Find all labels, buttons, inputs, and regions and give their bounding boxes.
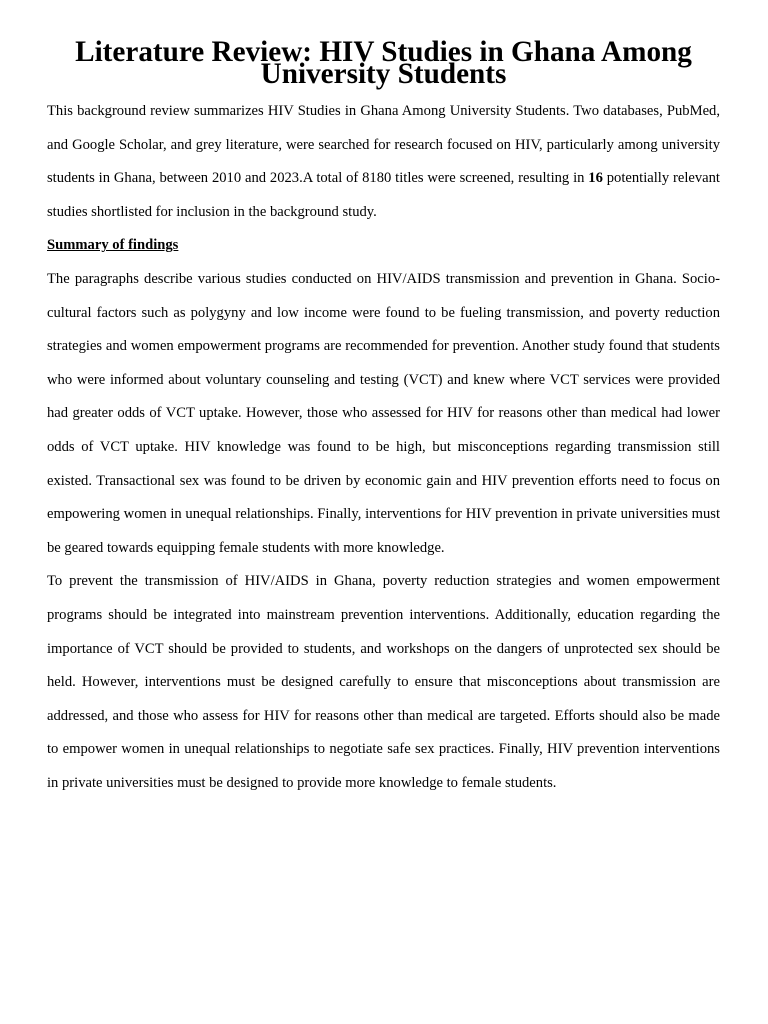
intro-paragraph (47, 95, 720, 229)
study-count: 16 (588, 170, 603, 187)
findings-paragraph: The paragraphs describe various studies conducted on HIV/AIDS transmission and prevention in Ghana. Socio-cultural factors such as polygyny and low income were found to be fueling transmission, and poverty reduction strategies and women empowerment programs are recommended for prevention. Another study found that students who were informed about voluntary counseling and testing (VCT) and knew where VCT services were provided had greater odds of VCT uptake. However, those who assessed for HIV for reasons other than medical had lower odds of VCT uptake. HIV knowledge was found to be high, but misconceptions regarding transmission still existed. Transactional sex was found to be driven by economic gain and HIV prevention efforts need to focus on empowering women in unequal relationships. Finally, interventions for HIV prevention in private universities must be geared towards equipping female students with more knowledge. (47, 270, 720, 556)
intro-text-start: This background review summarizes HIV Studies in Ghana Among University Students. Two databases, PubMed, and Google Scholar, and grey literature, were searched for research focused on HIV, particularly among university students in Ghana, between 2010 and 2023.A total of 8180 titles were screened, resulting in (47, 103, 720, 187)
recommendations-paragraph: To prevent the transmission of HIV/AIDS in Ghana, poverty reduction strategies and women empowerment programs should be integrated into mainstream prevention interventions. Additionally, education regarding the importance of VCT should be provided to students, and workshops on the dangers of unprotected sex should be held. However, interventions must be designed carefully to ensure that misconceptions about transmission are addressed, and those who assess for HIV for reasons other than medical are targeted. Efforts should also be made to empower women in unequal relationships to negotiate safe sex practices. Finally, HIV prevention interventions in private universities must be designed to provide more knowledge to female students. (47, 573, 720, 791)
summary-heading: Summary of findings (47, 237, 179, 254)
document-title: Literature Review: HIV Studies in Ghana Among University Students (75, 36, 692, 90)
document-page (47, 36, 720, 800)
intro-text-end: potentially relevant studies shortlisted for inclusion in the background study. (47, 170, 720, 220)
